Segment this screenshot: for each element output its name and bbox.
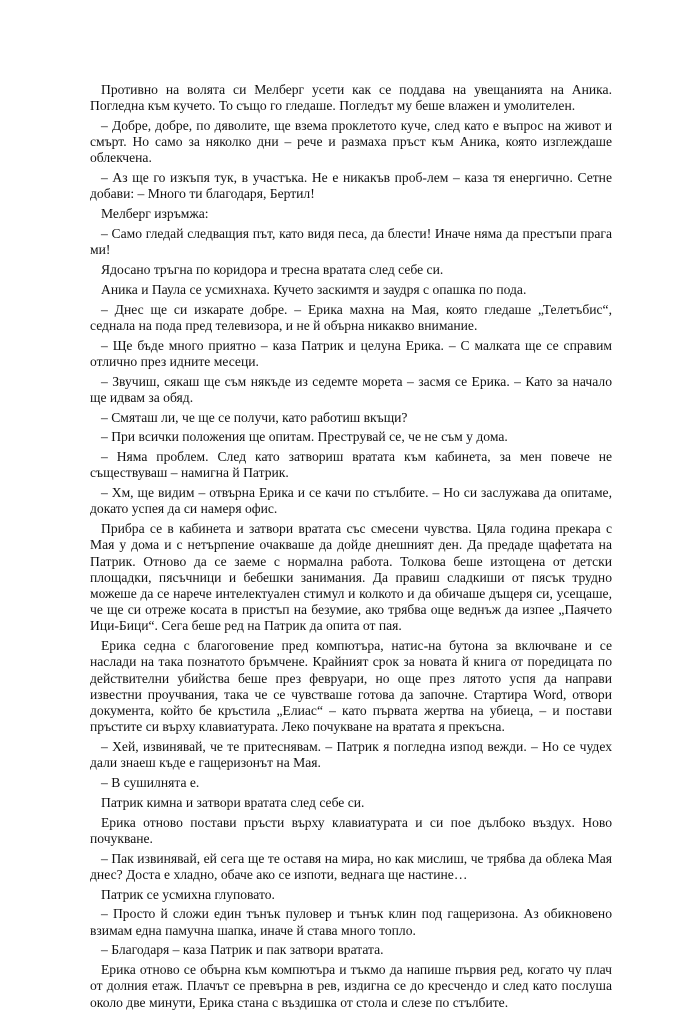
paragraph: – Звучиш, сякаш ще съм някъде из седемте морета – засмя се Ерика. – Като за начало ще идвам за обяд.: [90, 373, 612, 405]
paragraph: Патрик се усмихна глуповато.: [101, 886, 275, 902]
paragraph: – Днес ще си изкарате добре. – Ерика махна на Мая, която гледаше „Телетъбис“, седнала на пода пред телевизора, и не й обърна никакво внимание.: [90, 301, 612, 333]
paragraph: Ядосано тръгна по коридора и тресна вратата след себе си.: [101, 262, 444, 277]
paragraph: – При всички положения ще опитам. Преструвай се, че не съм у дома.: [101, 429, 508, 445]
paragraph: Прибра се в кабинета и затвори вратата със смесени чувства. Цяла година прекара с Мая у дома и с нетърпение очакваше да дойде днешният ден. Да предаде щафетата на Патрик. Отново да се заеме с нормална работа. Толкова беше изтощена от детски площадки, пясъчници и бебешки занимания. Да правиш сладкиши от пясък трудно можеше да се нарече интелектуален стимул и колкото и да обичаше дъщеря си, усещаше, че ще си отреже косата в пристъп на безумие, ако трябва още веднъж да изпее „Паячето Ици-Бици“. Сега беше ред на Патрик да опита от пая.: [90, 521, 612, 634]
paragraph: – Аз ще го изкъпя тук, в участъка. Не е никакъв проб-лем – каза тя енергично. Сетне добави: – Много ти благодаря, Бертил!: [90, 170, 612, 202]
paragraph: Противно на волята си Мелберг усети как се поддава на увещанията на Аника. Погледна към кучето. То също го гледаше. Погледът му беше влажен и умолителен.: [90, 82, 612, 114]
paragraph: – Ще бъде много приятно – каза Патрик и целуна Ерика. – С малката ще се справим отлично през идните месеци.: [90, 337, 612, 369]
paragraph: – Няма проблем. След като затвориш вратата към кабинета, за мен повече не съществуваш – намигна й Патрик.: [90, 449, 612, 481]
paragraph: – В сушилнята е.: [101, 775, 200, 791]
paragraph: – Пак извинявай, ей сега ще те оставя на мира, но как мислиш, че трябва да облека Мая днес? Доста е хладно, обаче ако се изпоти, веднага ще настине…: [90, 850, 612, 882]
paragraph: – Хм, ще видим – отвърна Ерика и се качи по стълбите. – Но си заслужава да опитаме, докато успея да си намеря офис.: [90, 485, 612, 517]
paragraph: – Просто й сложи един тънък пуловер и тънък клин под гащеризона. Аз обикновено взимам една памучна шапка, иначе й става много топло.: [90, 906, 612, 938]
paragraph: Патрик кимна и затвори вратата след себе си.: [101, 794, 365, 810]
paragraph: Ерика отново се обърна към компютъра и тъкмо да напише първия ред, когато чу плач от долния етаж. Плачът се превърна в рев, издигна се до кресчендо и след като послуша около две минути, Ерика стана с въздишка от стола и слезе по стълбите.: [90, 962, 612, 1010]
paragraph: – Смяташ ли, че ще се получи, като работиш вкъщи?: [101, 409, 408, 425]
paragraph: Ерика седна с благоговение пред компютъра, натис-на бутона за включване и се наслади на така познатото бръмчене. Крайният срок за новата й книга от поредицата по действителни убийства беше през февруари, но още през лятото успя да направи известни проучвания, така че се чувстваше готова да започне. Стартира Word, отвори документа, който бе кръстила „Елиас“ – като първата жертва на убиеца, – и постави пръстите си върху клавиатурата. Леко почукване на вратата я прекъсна.: [90, 638, 612, 735]
paragraph: – Добре, добре, по дяволите, ще взема проклетото куче, след като е въпрос на живот и смърт. Но само за няколко дни – рече и размаха пръст към Аника, която изглеждаше облекчена.: [90, 118, 612, 166]
paragraph: – Хей, извинявай, че те притеснявам. – Патрик я погледна изпод вежди. – Но се чудех дали знаеш къде е гащеризонът на Мая.: [90, 739, 612, 771]
paragraph: Ерика отново постави пръсти върху клавиатурата и си пое дълбоко въздух. Ново почукване.: [90, 814, 612, 846]
paragraph: – Благодаря – каза Патрик и пак затвори вратата.: [101, 942, 384, 958]
book-page-text: [90, 82, 612, 1014]
paragraph: Мелберг изръмжа:: [101, 206, 209, 222]
paragraph: – Само гледай следващия път, като видя песа, да блести! Иначе няма да престъпи прага ми!: [90, 226, 612, 258]
paragraph: Аника и Паула се усмихнаха. Кучето заскимтя и заудря с опашка по пода.: [101, 281, 527, 297]
